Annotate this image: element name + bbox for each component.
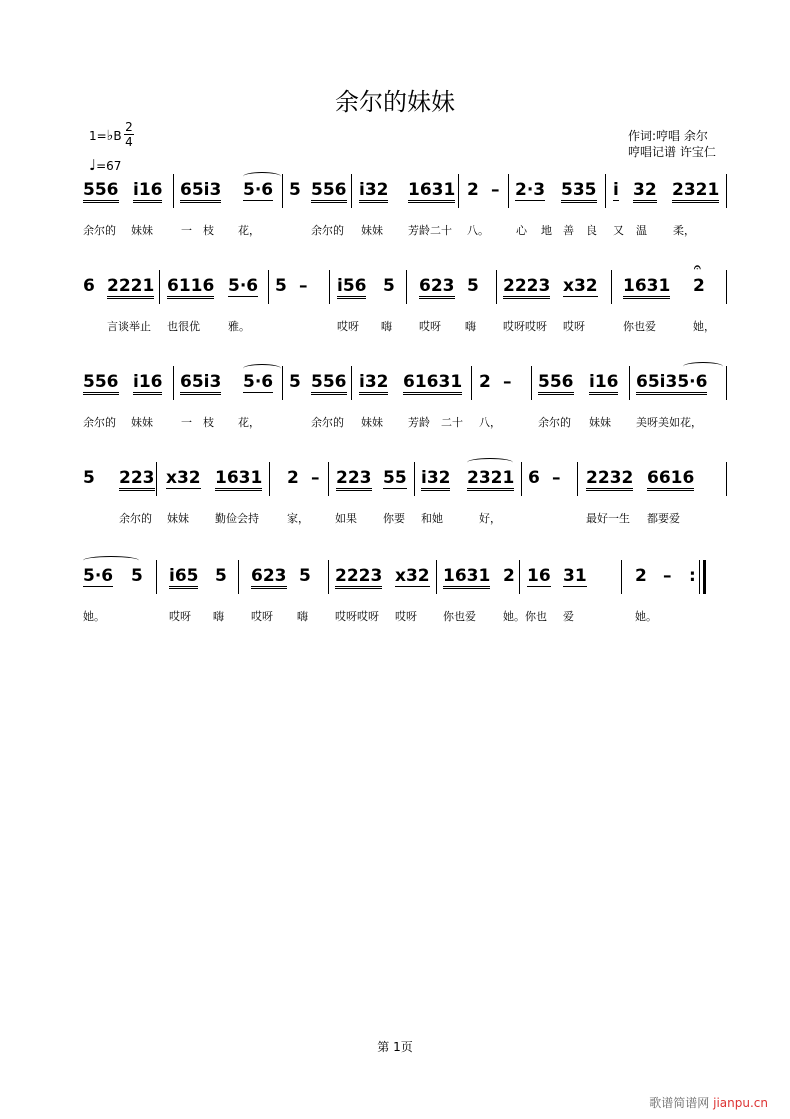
measure-dash: – (311, 468, 320, 488)
measure-note: 5 (83, 468, 95, 488)
lyric: 嗨 (465, 320, 476, 333)
bar-line (629, 366, 630, 400)
lyric: 言谈举止 (107, 320, 151, 333)
bar-line (238, 560, 239, 594)
lyric: 妹妹 (167, 512, 189, 525)
lyric: 最好一生 (586, 512, 630, 525)
lyric: 善 (563, 224, 574, 237)
bar-line (726, 366, 727, 400)
song-title: 余尔的妹妹 (335, 88, 455, 116)
lyric: 好， (479, 512, 501, 525)
lyric: 芳龄二十 (408, 224, 452, 237)
measure-note: 65i3 (180, 180, 221, 203)
measure-note: 1631 (215, 468, 262, 491)
lyric: 嗨 (213, 610, 224, 623)
bar-line (605, 174, 606, 208)
lyric: 良 (586, 224, 597, 237)
lyric: 又 (613, 224, 624, 237)
lyric: 哎呀 (395, 610, 417, 623)
repeat-bar-line (699, 560, 700, 594)
lyric: 余尔的 (311, 224, 344, 237)
bar-line (458, 174, 459, 208)
measure-note: 2 (479, 372, 491, 392)
bar-line (328, 560, 329, 594)
quarter-note-icon: ♩ (89, 156, 97, 174)
bar-line (726, 462, 727, 496)
measure-note: 6 (528, 468, 540, 488)
score-row-2 (83, 260, 733, 338)
measure-note: i16 (133, 180, 162, 203)
measure-dash: – (663, 566, 672, 586)
lyric: 哎呀 (251, 610, 273, 623)
bar-line (156, 462, 157, 496)
bar-line (268, 270, 269, 304)
bar-line (577, 462, 578, 496)
time-signature (124, 120, 134, 149)
lyric: 家， (287, 512, 309, 525)
measure-note: i65 (169, 566, 198, 589)
measure-note: 2 (467, 180, 479, 200)
lyric: 余尔的 (538, 416, 571, 429)
lyric: 八， (479, 416, 501, 429)
lyric: 妹妹 (131, 416, 153, 429)
slur (83, 556, 139, 565)
bar-line (726, 174, 727, 208)
measure-note: 5 (215, 566, 227, 586)
lyric: 哎呀 (337, 320, 359, 333)
bar-line (156, 560, 157, 594)
measure-note: 2223 (503, 276, 550, 299)
lyrics-line (83, 414, 733, 434)
bar-line (508, 174, 509, 208)
measure-note: 6116 (167, 276, 214, 299)
bar-line (351, 174, 352, 208)
repeat-end-bar (703, 560, 706, 594)
lyric: 嗨 (297, 610, 308, 623)
measure-note: 2321 (467, 468, 514, 491)
lyrics-line (83, 510, 733, 530)
notation-line (83, 180, 733, 210)
lyrics-line (83, 608, 733, 628)
lyric: 枝 (203, 224, 214, 237)
notation-line (83, 260, 733, 306)
notation-line (83, 566, 733, 596)
tempo-value: =67 (96, 159, 122, 173)
measure-note: 5 (299, 566, 311, 586)
bar-line (351, 366, 352, 400)
lyric: 妹妹 (361, 224, 383, 237)
score-row-3 (83, 372, 733, 434)
bar-line (173, 366, 174, 400)
measure-note: 61631 (403, 372, 462, 395)
lyric: 心 (516, 224, 527, 237)
bar-line (531, 366, 532, 400)
measure-note: 2321 (672, 180, 719, 203)
measure-note: i (613, 180, 619, 200)
bar-line (406, 270, 407, 304)
bar-line (519, 560, 520, 594)
lyric: 你要 (383, 512, 405, 525)
watermark-en: jianpu.cn (713, 1096, 768, 1110)
lyric: 她， (693, 320, 715, 333)
lyric: 妹妹 (131, 224, 153, 237)
measure-note: 5·6 (243, 180, 274, 200)
lyric: 柔， (673, 224, 695, 237)
measure-note: 2232 (586, 468, 633, 491)
watermark-cn: 歌谱简谱网 (649, 1096, 710, 1110)
lyric: 如果 (335, 512, 357, 525)
lyric: 二十 (441, 416, 463, 429)
bar-line (436, 560, 437, 594)
measure-note: 5 (467, 276, 479, 296)
measure-note: 223 (119, 468, 155, 491)
lyric: 地 (541, 224, 552, 237)
bar-line (328, 462, 329, 496)
measure-note: 2 (635, 566, 647, 586)
measure-note: 623 (419, 276, 455, 299)
measure-dash: – (552, 468, 561, 488)
meter-bottom: 4 (125, 135, 133, 149)
lyric: 八。 (467, 224, 489, 237)
slur (467, 458, 513, 467)
bar-line (173, 174, 174, 208)
measure-note: 6616 (647, 468, 694, 491)
measure-note: 535 (561, 180, 597, 203)
meter-top: 2 (125, 120, 133, 134)
measure-note: 32 (633, 180, 657, 203)
lyric: 一 (181, 224, 192, 237)
bar-line (329, 270, 330, 304)
lyric: 勤俭会持 (215, 512, 259, 525)
lyric: 枝 (203, 416, 214, 429)
measure-note: 556 (83, 180, 119, 203)
bar-line (269, 462, 270, 496)
lyric: 温 (636, 224, 647, 237)
bar-line (414, 462, 415, 496)
bar-line (282, 366, 283, 400)
notation-line (83, 468, 733, 498)
credit-transcriber: 哼唱记谱 许宝仁 (628, 145, 716, 159)
lyric: 哎呀 (419, 320, 441, 333)
lyric: 余尔的 (119, 512, 152, 525)
bar-line (471, 366, 472, 400)
measure-note: 2223 (335, 566, 382, 589)
lyric: 一 (181, 416, 192, 429)
measure-note: 5 (289, 372, 301, 392)
slur (243, 172, 281, 181)
lyric: 和她 (421, 512, 443, 525)
bar-line (159, 270, 160, 304)
lyric: 余尔的 (83, 416, 116, 429)
measure-dash: – (491, 180, 500, 200)
lyric: 余尔的 (83, 224, 116, 237)
lyric: 也很优 (167, 320, 200, 333)
lyric: 妹妹 (361, 416, 383, 429)
measure-note: 6 (83, 276, 95, 296)
key-label: 1= (89, 129, 107, 143)
measure-dash: – (503, 372, 512, 392)
measure-note: 5 (289, 180, 301, 200)
measure-note: x32 (395, 566, 430, 586)
lyric: 哎呀哎呀 (335, 610, 379, 623)
key-note: B (113, 129, 122, 143)
measure-note: 223 (336, 468, 372, 491)
measure-note: i32 (359, 372, 388, 395)
measure-dash: – (299, 276, 308, 296)
bar-line (521, 462, 522, 496)
lyric: 美呀美如花， (636, 416, 702, 429)
measure-note: 2 (287, 468, 299, 488)
watermark (649, 1094, 768, 1111)
score-row-4 (83, 468, 733, 530)
measure-note: 2 (693, 276, 705, 296)
measure-note: 5·6 (83, 566, 114, 586)
measure-note: 5·6 (228, 276, 259, 296)
measure-note: 5 (131, 566, 143, 586)
measure-note: i32 (359, 180, 388, 203)
tempo-marking (89, 156, 121, 174)
lyric: 哎呀 (169, 610, 191, 623)
lyric: 哎呀哎呀 (503, 320, 547, 333)
slur (243, 364, 281, 373)
key-signature (89, 128, 122, 144)
measure-note: 556 (83, 372, 119, 395)
slur (683, 362, 723, 371)
measure-note: x32 (166, 468, 201, 488)
page-number: 第 1页 (377, 1040, 413, 1054)
measure-note: i32 (421, 468, 450, 491)
lyrics-line (83, 222, 733, 242)
measure-note: 55 (383, 468, 407, 488)
measure-note: 1631 (408, 180, 455, 203)
measure-note: 65i35·6 (636, 372, 707, 395)
lyric: 她。你也 (503, 610, 547, 623)
bar-line (621, 560, 622, 594)
repeat-dots: : (689, 566, 696, 586)
lyric: 花， (238, 224, 260, 237)
measure-note: 16 (527, 566, 551, 586)
credits (628, 128, 716, 160)
fermata-icon: 𝄐 (694, 260, 701, 274)
score-row-5 (83, 566, 733, 628)
lyric: 芳龄 (408, 416, 430, 429)
lyric: 你也爱 (443, 610, 476, 623)
score-row-1 (83, 180, 733, 242)
lyric: 爱 (563, 610, 574, 623)
measure-note: 5 (275, 276, 287, 296)
measure-note: i16 (589, 372, 618, 395)
bar-line (496, 270, 497, 304)
lyrics-line (83, 318, 733, 338)
measure-note: i56 (337, 276, 366, 299)
measure-note: 2221 (107, 276, 154, 299)
measure-note: 556 (538, 372, 574, 395)
measure-note: 623 (251, 566, 287, 589)
lyric: 哎呀 (563, 320, 585, 333)
measure-note: 31 (563, 566, 587, 586)
lyric: 你也爱 (623, 320, 656, 333)
bar-line (726, 270, 727, 304)
measure-note: i16 (133, 372, 162, 395)
lyric: 都要爱 (647, 512, 680, 525)
measure-note: 556 (311, 372, 347, 395)
measure-note: 2·3 (515, 180, 546, 200)
credit-lyricist: 作词:哼唱 余尔 (628, 129, 708, 143)
lyric: 花， (238, 416, 260, 429)
bar-line (611, 270, 612, 304)
measure-note: 1631 (623, 276, 670, 299)
measure-note: 1631 (443, 566, 490, 589)
lyric: 余尔的 (311, 416, 344, 429)
lyric: 妹妹 (589, 416, 611, 429)
measure-note: 65i3 (180, 372, 221, 395)
lyric: 嗨 (381, 320, 392, 333)
measure-note: 5 (383, 276, 395, 296)
measure-note: 5·6 (243, 372, 274, 392)
lyric: 雅。 (228, 320, 250, 333)
measure-note: 2 (503, 566, 515, 586)
measure-note: 556 (311, 180, 347, 203)
notation-line (83, 372, 733, 402)
lyric: 她。 (635, 610, 657, 623)
lyric: 她。 (83, 610, 105, 623)
bar-line (282, 174, 283, 208)
flat-symbol: ♭ (106, 128, 114, 144)
measure-note: x32 (563, 276, 598, 296)
